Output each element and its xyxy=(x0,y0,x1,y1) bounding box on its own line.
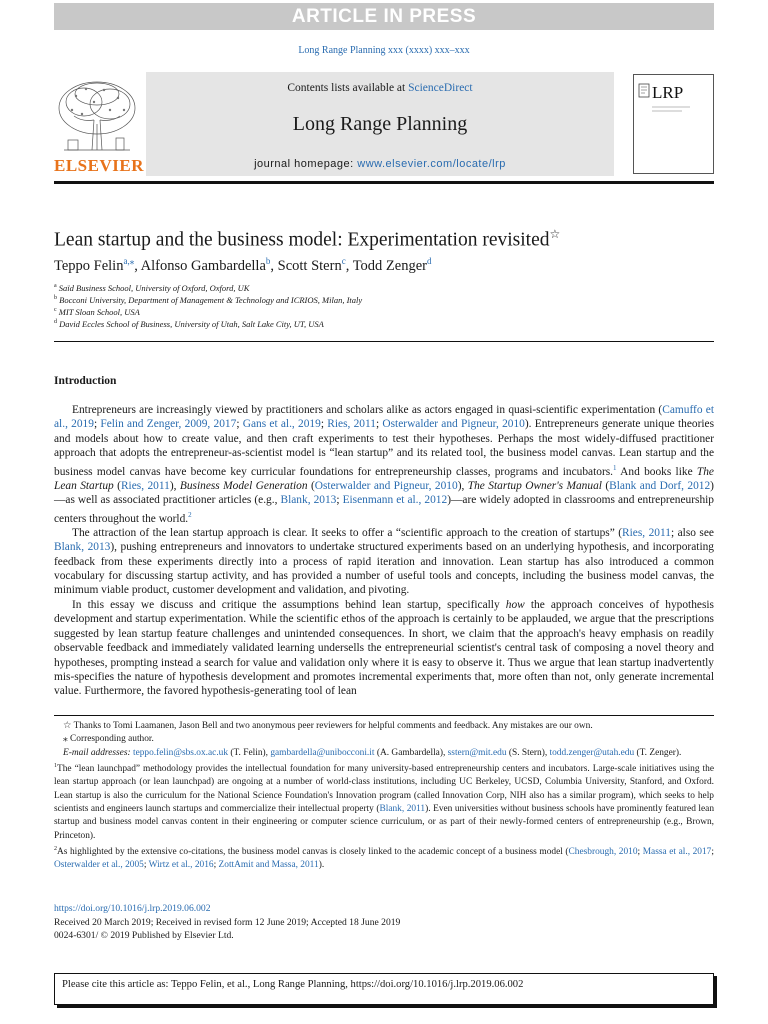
author-name: Alfonso Gambardella xyxy=(140,257,266,274)
homepage-link[interactable]: www.elsevier.com/locate/lrp xyxy=(357,158,506,170)
journal-reference-link[interactable]: Long Range Planning xxx (xxxx) xxx–xxx xyxy=(298,45,470,56)
citation-link[interactable]: Massa et al., 2017 xyxy=(642,846,712,857)
email-link[interactable]: sstern@mit.edu xyxy=(447,747,507,758)
lrp-emblem-icon xyxy=(638,83,652,99)
citation-link[interactable]: ZottAmit and Massa, 2011 xyxy=(218,860,319,871)
elsevier-logo xyxy=(54,80,144,176)
author-affiliation-link[interactable]: a,⁎ xyxy=(123,256,135,266)
article-in-press-banner: ARTICLE IN PRESS xyxy=(54,3,714,30)
footnote-1: $^1$The “lean launchpad” methodology provides the intellectual foundation for many university-based entrepreneurship centers and incubators. Large-scale initiatives using the lean startup approach (or lean launchpad) are ongoing at a number of world-class institutions, including UC Berkeley, UCSD, Columbia University, Stanford, and Oxford. Lean startup is also the curriculum for the National Science Foundation's Innovation program (called Innovation Corp, NIH also has a similar program), which seeks to help scientists and engineers launch startups and commercialize their intellectual property (Blank, 2011). Even universities without business schools have prominently featured lean startup and business model canvas content in their engineering or computer science curriculum, or as part of their newly-formed centers of entrepreneurship (e.g., Brown, Princeton). xyxy=(54,762,715,841)
citation-link[interactable]: Blank, 2013 xyxy=(54,541,111,554)
citation-box xyxy=(54,973,714,1005)
citation-link[interactable]: Felin and Zenger, 2009, 2017 xyxy=(100,418,237,431)
publication-info xyxy=(54,902,400,943)
author-affiliation-link[interactable]: d xyxy=(426,256,432,266)
citation-link[interactable]: Chesbrough, 2010 xyxy=(568,846,638,857)
citation-link[interactable]: Blank and Dorf, 2012 xyxy=(609,479,711,492)
journal-title: Long Range Planning xyxy=(292,113,468,135)
footnote-rule xyxy=(54,715,714,716)
journal-cover-thumbnail xyxy=(633,74,714,174)
doi-link[interactable]: https://doi.org/10.1016/j.lrp.2019.06.002 xyxy=(54,903,211,914)
affiliation: $^a$ Saïd Business School, University of Oxford, Oxford, UK xyxy=(54,283,250,293)
citation-link[interactable]: Blank, 2013 xyxy=(280,494,337,507)
sciencedirect-link[interactable]: ScienceDirect xyxy=(408,82,473,94)
corresponding-footnote: ⁎ Corresponding author. xyxy=(63,734,154,745)
journal-info-box xyxy=(146,72,614,176)
citation-link[interactable]: Eisenmann et al., 2012 xyxy=(342,494,448,507)
citation-link[interactable]: Ries, 2011 xyxy=(120,479,170,492)
affiliation: $^d$ David Eccles School of Business, University of Utah, Salt Lake City, UT, USA xyxy=(54,319,324,329)
author-affiliation-link[interactable]: c xyxy=(341,256,346,266)
footnote-2: $^2$As highlighted by the extensive co-citations, the business model canvas is closely linked to the academic concept of a business model (Chesbrough, 2010; Massa et al., 2017; Osterwalder et al., 2005; Wirtz et al., 2016; ZottAmit and Massa, 2011). xyxy=(54,845,714,871)
email-footnote: E-mail addresses: teppo.felin@sbs.ox.ac.uk (T. Felin), gambardella@unibocconi.it (A. Gambardella), sstern@mit.edu (S. Stern), todd.zenger@utah.edu (T. Zenger). xyxy=(63,747,682,758)
paragraph: Entrepreneurs are increasingly viewed by practitioners and scholars alike as actors engaged in quasi-scientific experimentation (Camuffo et al., 2019; Felin and Zenger, 2009, 2017; Gans et al., 2019; Ries, 2011; Osterwalder and Pigneur, 2010). Entrepreneurs generate unique theories and models about how to create value, and then craft experiments to test their hypotheses. Perhaps the most widely-diffused practitioner approach that adopts the entrepreneur-as-scientist model is “lean startup” and its related tool, the business model canvas. Lean startup and the business model canvas have become key curricular foundations for entrepreneurship classes, programs and incubators.$^1$ And books like The Lean Startup (Ries, 2011), Business Model Generation (Osterwalder and Pigneur, 2010), The Startup Owner's Manual (Blank and Dorf, 2012)—as well as associated practitioner articles (e.g., Blank, 2013; Eisenmann et al., 2012)—are widely adopted in classrooms and entrepreneurship centers throughout the world.$^2$ xyxy=(54,404,715,525)
cover-subtitle-lines xyxy=(652,105,712,113)
author-list: Teppo Felin$^{a,⁎}$, Alfonso Gambardella$^b$, Scott Stern$^c$, Todd Zenger$^d$ xyxy=(54,256,432,274)
header-rule xyxy=(54,341,714,342)
citation-link[interactable]: Osterwalder et al., 2005 xyxy=(54,860,144,871)
email-link[interactable]: gambardella@unibocconi.it xyxy=(270,747,375,758)
footnote-link[interactable]: 1 xyxy=(613,463,617,472)
author-name: Todd Zenger xyxy=(352,257,427,274)
author-name: Scott Stern xyxy=(277,257,342,274)
thanks-footnote: ☆ Thanks to Tomi Laamanen, Jason Bell and two anonymous peer reviewers for helpful comments and feedback. Any mistakes are our own. xyxy=(63,721,593,731)
author-affiliation-link[interactable]: b xyxy=(265,256,271,266)
journal-homepage: journal homepage: www.elsevier.com/locate/lrp xyxy=(254,158,506,170)
elsevier-tree-icon xyxy=(54,80,140,154)
article-body xyxy=(54,403,714,699)
lrp-cover-logo: LRP xyxy=(652,83,684,102)
footnote-link[interactable]: 2 xyxy=(188,510,192,519)
section-heading: Introduction xyxy=(54,375,117,387)
email-link[interactable]: todd.zenger@utah.edu xyxy=(549,747,635,758)
citation-link[interactable]: Ries, 2011 xyxy=(327,418,376,431)
citation-link[interactable]: Osterwalder and Pigneur, 2010 xyxy=(314,479,458,492)
received-dates: Received 20 March 2019; Received in revised form 12 June 2019; Accepted 18 June 2019 xyxy=(54,916,401,928)
citation-link[interactable]: Ries, 2011 xyxy=(622,526,671,539)
contents-availability: Contents lists available at ScienceDirect xyxy=(287,82,473,94)
paragraph: In this essay we discuss and critique the assumptions behind lean startup, specifically how the approach conceives of hypothesis development and startup experimentation. While the scientific ethos of the approach is certainly to be applauded, we argue that the prescriptions suggested by lean startup feature challenges and unintended consequences. In short, we claim that the approach's heavy emphasis on readily observable feedback and immediately validated learning undersells the entrepreneurial scientist's central task of composing a novel theory and hypotheses, prompting instead a search for value and validation only where it is easy to observe it. Thus we argue that lean startup inadvertently mis-specifies the nature of hypothesis development and promotes incremental experiments that, more often than not, only generate incremental value. Furthermore, the favored hypothesis-generating tool of lean xyxy=(54,598,714,698)
citation-text: Please cite this article as: Teppo Felin, et al., Long Range Planning, https://doi.org/10.1016/j.lrp.2019.06.002 xyxy=(62,979,524,990)
affiliation: $^c$ MIT Sloan School, USA xyxy=(54,307,140,317)
author-name: Teppo Felin xyxy=(54,257,124,274)
affiliation: $^b$ Bocconi University, Department of Management & Technology and ICRIOS, Milan, Italy xyxy=(54,295,363,305)
article-title: Lean startup and the business model: Experimentation revisited☆ xyxy=(54,227,561,251)
masthead-rule xyxy=(54,181,714,184)
masthead xyxy=(54,72,714,176)
citation-link[interactable]: Blank, 2011 xyxy=(379,803,426,814)
citation-link[interactable]: Wirtz et al., 2016 xyxy=(148,860,214,871)
citation-link[interactable]: Gans et al., 2019 xyxy=(242,418,321,431)
email-link[interactable]: teppo.felin@sbs.ox.ac.uk xyxy=(132,747,229,758)
title-footnote-mark[interactable]: ☆ xyxy=(549,227,561,241)
footnotes xyxy=(54,720,714,873)
paragraph: The attraction of the lean startup approach is clear. It seeks to offer a “scientific approach to the creation of startups” (Ries, 2011; also see Blank, 2013), pushing entrepreneurs and innovators to undertake structured experiments based on an underlying hypothesis, and incorporating feedback from these experiments directly into a process of rapid iteration and innovation. Lean startup has also introduced a common vocabulary for discussing startup activity, and has provided a number of useful tools and concepts, including the business model canvas, the minimum viable product, customer development and validation, and pivoting. xyxy=(54,526,714,597)
citation-link[interactable]: Osterwalder and Pigneur, 2010 xyxy=(382,418,525,431)
citation-link[interactable]: Camuffo et al., 2019 xyxy=(54,404,714,431)
issn-copyright: 0024-6301/ © 2019 Published by Elsevier Ltd. xyxy=(54,930,234,941)
elsevier-wordmark: ELSEVIER xyxy=(54,156,144,175)
